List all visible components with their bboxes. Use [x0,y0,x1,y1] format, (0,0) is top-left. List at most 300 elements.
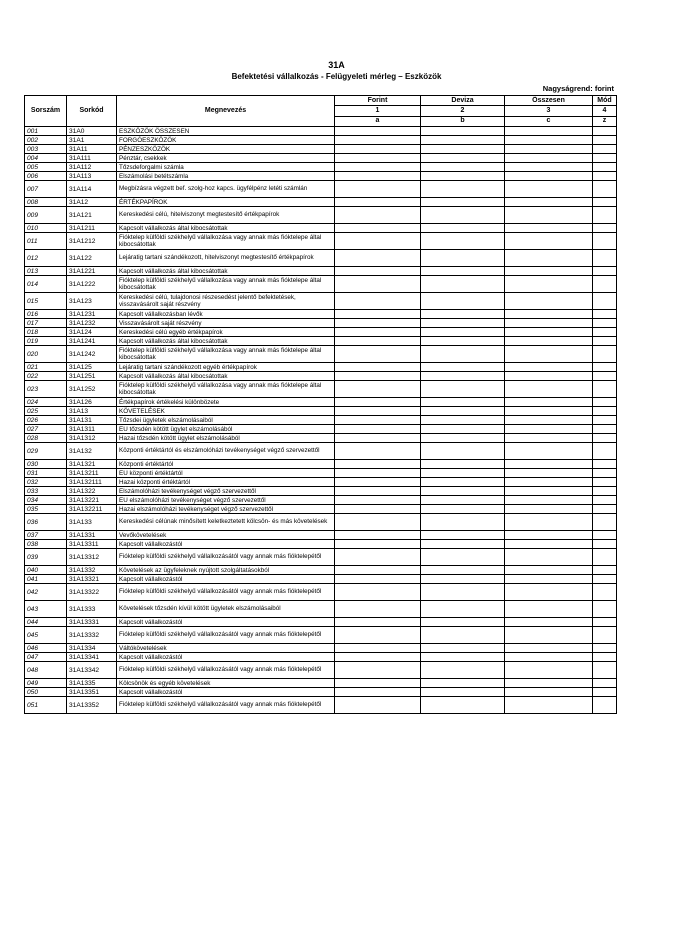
osszesen-cell[interactable] [505,181,593,198]
osszesen-cell[interactable] [505,416,593,425]
forint-cell[interactable] [335,181,421,198]
forint-cell[interactable] [335,566,421,575]
forint-cell[interactable] [335,319,421,328]
row-name [117,460,335,469]
row-name-text: Kereskedési célú, hitelviszonyt megtestesítő értékpapírok [119,211,280,219]
osszesen-cell[interactable] [505,443,593,460]
deviza-cell[interactable] [421,653,505,662]
row-name [117,644,335,653]
table-row [25,172,617,181]
mod-cell[interactable] [593,346,617,363]
osszesen-cell[interactable] [505,469,593,478]
forint-cell[interactable] [335,540,421,549]
forint-cell[interactable] [335,487,421,496]
mod-cell[interactable] [593,163,617,172]
osszesen-cell[interactable] [505,505,593,514]
row-number: 024 [25,398,67,407]
table-row [25,328,617,337]
osszesen-cell[interactable] [505,337,593,346]
osszesen-cell[interactable] [505,172,593,181]
row-number: 023 [25,381,67,398]
deviza-cell[interactable] [421,416,505,425]
osszesen-cell[interactable] [505,662,593,679]
row-name-text: Kereskedési célú, tulajdonosi részesedést jelentő befektetések, visszavásárolt saját részvény [119,293,296,308]
deviza-cell[interactable] [421,398,505,407]
row-name [117,145,335,154]
forint-cell[interactable] [335,346,421,363]
mod-cell[interactable] [593,198,617,207]
table-row [25,224,617,233]
row-name-text: Fióktelep külföldi székhelyű vállalkozása vagy annak más fióktelepe által kibocsátottak [119,276,322,291]
mod-cell[interactable] [593,496,617,505]
osszesen-cell[interactable] [505,407,593,416]
row-number: 048 [25,662,67,679]
row-name-text: Központi értéktártól [119,460,174,468]
forint-cell[interactable] [335,136,421,145]
table-row [25,697,617,714]
deviza-cell[interactable] [421,496,505,505]
mod-cell[interactable] [593,478,617,487]
forint-cell[interactable] [335,207,421,224]
forint-cell[interactable] [335,233,421,250]
deviza-cell[interactable] [421,372,505,381]
row-code: 31A1312 [67,434,117,443]
mod-cell[interactable] [593,136,617,145]
row-name [117,293,335,310]
mod-cell[interactable] [593,154,617,163]
mod-cell[interactable] [593,531,617,540]
row-code: 31A132111 [67,478,117,487]
forint-cell[interactable] [335,653,421,662]
mod-cell[interactable] [593,697,617,714]
row-code: 31A1333 [67,601,117,618]
row-number: 009 [25,207,67,224]
table-row [25,566,617,575]
mod-cell[interactable] [593,267,617,276]
row-name [117,653,335,662]
header-num-4: 4 [593,106,617,116]
osszesen-cell[interactable] [505,127,593,136]
deviza-cell[interactable] [421,136,505,145]
deviza-cell[interactable] [421,644,505,653]
row-name-text: Tőzsdei ügyletek elszámolásaiból [119,416,213,424]
row-name-text: Fióktelep külföldi székhelyű vállalkozása vagy annak más fióktelepe által kibocsátottak [119,381,322,396]
deviza-cell[interactable] [421,172,505,181]
row-number: 041 [25,575,67,584]
osszesen-cell[interactable] [505,434,593,443]
mod-cell[interactable] [593,425,617,434]
deviza-cell[interactable] [421,198,505,207]
deviza-cell[interactable] [421,363,505,372]
osszesen-cell[interactable] [505,575,593,584]
deviza-cell[interactable] [421,627,505,644]
forint-cell[interactable] [335,662,421,679]
osszesen-cell[interactable] [505,496,593,505]
forint-cell[interactable] [335,276,421,293]
forint-cell[interactable] [335,328,421,337]
forint-cell[interactable] [335,416,421,425]
row-name-text: PÉNZESZKÖZÖK [119,145,171,153]
osszesen-cell[interactable] [505,540,593,549]
table-row [25,198,617,207]
osszesen-cell[interactable] [505,644,593,653]
row-code: 31A13311 [67,540,117,549]
mod-cell[interactable] [593,460,617,469]
row-number: 012 [25,250,67,267]
row-code: 31A1212 [67,233,117,250]
deviza-cell[interactable] [421,566,505,575]
mod-cell[interactable] [593,319,617,328]
row-number: 020 [25,346,67,363]
mod-cell[interactable] [593,549,617,566]
mod-cell[interactable] [593,276,617,293]
forint-cell[interactable] [335,310,421,319]
forint-cell[interactable] [335,363,421,372]
osszesen-cell[interactable] [505,372,593,381]
row-number: 035 [25,505,67,514]
table-row [25,416,617,425]
mod-cell[interactable] [593,644,617,653]
osszesen-cell[interactable] [505,487,593,496]
forint-cell[interactable] [335,478,421,487]
osszesen-cell[interactable] [505,425,593,434]
mod-cell[interactable] [593,181,617,198]
mod-cell[interactable] [593,233,617,250]
osszesen-cell[interactable] [505,584,593,601]
deviza-cell[interactable] [421,443,505,460]
row-number: 007 [25,181,67,198]
row-code: 31A1221 [67,267,117,276]
table-row [25,618,617,627]
row-name-text: Hazai központi értéktártól [119,478,191,486]
deviza-cell[interactable] [421,679,505,688]
row-name-text: Kapcsolt vállalkozás által kibocsátottak [119,267,228,275]
row-number: 033 [25,487,67,496]
mod-cell[interactable] [593,381,617,398]
forint-cell[interactable] [335,267,421,276]
table-row [25,688,617,697]
forint-cell[interactable] [335,469,421,478]
forint-cell[interactable] [335,337,421,346]
forint-cell[interactable] [335,679,421,688]
forint-cell[interactable] [335,549,421,566]
forint-cell[interactable] [335,154,421,163]
osszesen-cell[interactable] [505,398,593,407]
forint-cell[interactable] [335,460,421,469]
mod-cell[interactable] [593,679,617,688]
forint-cell[interactable] [335,224,421,233]
row-name-text: ÉRTÉKPAPÍROK [119,198,168,206]
deviza-cell[interactable] [421,381,505,398]
deviza-cell[interactable] [421,505,505,514]
mod-cell[interactable] [593,127,617,136]
deviza-cell[interactable] [421,549,505,566]
table-row [25,679,617,688]
header-letter-b: b [421,116,505,126]
osszesen-cell[interactable] [505,310,593,319]
osszesen-cell[interactable] [505,688,593,697]
mod-cell[interactable] [593,145,617,154]
forint-cell[interactable] [335,601,421,618]
deviza-cell[interactable] [421,434,505,443]
osszesen-cell[interactable] [505,566,593,575]
osszesen-cell[interactable] [505,267,593,276]
forint-cell[interactable] [335,697,421,714]
mod-cell[interactable] [593,653,617,662]
row-code: 31A1334 [67,644,117,653]
row-name [117,163,335,172]
osszesen-cell[interactable] [505,514,593,531]
row-code: 31A133 [67,514,117,531]
forint-cell[interactable] [335,172,421,181]
osszesen-cell[interactable] [505,478,593,487]
header-letter-c: c [505,116,593,126]
forint-cell[interactable] [335,584,421,601]
row-code: 31A13341 [67,653,117,662]
row-code: 31A132 [67,443,117,460]
row-name-text: Kapcsolt vállalkozás által kibocsátottak [119,224,228,232]
deviza-cell[interactable] [421,250,505,267]
deviza-cell[interactable] [421,163,505,172]
mod-cell[interactable] [593,584,617,601]
header-num-2: 2 [421,106,505,116]
table-row [25,443,617,460]
row-name-text: Elszámolási betétszámla [119,172,189,180]
row-code: 31A13312 [67,549,117,566]
forint-cell[interactable] [335,618,421,627]
row-name [117,198,335,207]
osszesen-cell[interactable] [505,679,593,688]
forint-cell[interactable] [335,575,421,584]
mod-cell[interactable] [593,505,617,514]
forint-cell[interactable] [335,531,421,540]
deviza-cell[interactable] [421,346,505,363]
forint-cell[interactable] [335,434,421,443]
deviza-cell[interactable] [421,319,505,328]
forint-cell[interactable] [335,443,421,460]
forint-cell[interactable] [335,688,421,697]
row-name-text: EU tőzsdén kötött ügylet elszámolásából [119,425,233,433]
deviza-cell[interactable] [421,154,505,163]
osszesen-cell[interactable] [505,136,593,145]
row-name [117,531,335,540]
mod-cell[interactable] [593,627,617,644]
mod-cell[interactable] [593,662,617,679]
deviza-cell[interactable] [421,575,505,584]
row-name [117,434,335,443]
row-name [117,540,335,549]
mod-cell[interactable] [593,514,617,531]
mod-cell[interactable] [593,293,617,310]
mod-cell[interactable] [593,434,617,443]
deviza-cell[interactable] [421,540,505,549]
forint-cell[interactable] [335,381,421,398]
row-name [117,496,335,505]
table-row [25,425,617,434]
osszesen-cell[interactable] [505,145,593,154]
table-row [25,434,617,443]
osszesen-cell[interactable] [505,163,593,172]
row-code: 31A13221 [67,496,117,505]
osszesen-cell[interactable] [505,207,593,224]
row-name-text: Hazai tőzsdén kötött ügylet elszámolásából [119,434,240,442]
row-name-text: Tőzsdeforgalmi számla [119,163,184,171]
osszesen-cell[interactable] [505,328,593,337]
header-letter-a: a [335,116,421,126]
mod-cell[interactable] [593,469,617,478]
mod-cell[interactable] [593,337,617,346]
row-number: 046 [25,644,67,653]
row-name [117,136,335,145]
mod-cell[interactable] [593,224,617,233]
mod-cell[interactable] [593,310,617,319]
row-name [117,662,335,679]
forint-cell[interactable] [335,425,421,434]
row-number: 001 [25,127,67,136]
deviza-cell[interactable] [421,267,505,276]
deviza-cell[interactable] [421,276,505,293]
mod-cell[interactable] [593,487,617,496]
osszesen-cell[interactable] [505,601,593,618]
osszesen-cell[interactable] [505,224,593,233]
forint-cell[interactable] [335,293,421,310]
mod-cell[interactable] [593,540,617,549]
row-name-text: Hazai elszámolóházi tevékenységet végző szervezettől [119,505,274,513]
row-number: 049 [25,679,67,688]
row-number: 036 [25,514,67,531]
mod-cell[interactable] [593,601,617,618]
forint-cell[interactable] [335,198,421,207]
osszesen-cell[interactable] [505,198,593,207]
deviza-cell[interactable] [421,233,505,250]
forint-cell[interactable] [335,514,421,531]
forint-cell[interactable] [335,372,421,381]
deviza-cell[interactable] [421,328,505,337]
forint-cell[interactable] [335,505,421,514]
osszesen-cell[interactable] [505,381,593,398]
deviza-cell[interactable] [421,688,505,697]
deviza-cell[interactable] [421,662,505,679]
osszesen-cell[interactable] [505,250,593,267]
deviza-cell[interactable] [421,337,505,346]
deviza-cell[interactable] [421,407,505,416]
mod-cell[interactable] [593,443,617,460]
row-number: 028 [25,434,67,443]
header-mod: Mód [593,96,617,106]
header-num-3: 3 [505,106,593,116]
deviza-cell[interactable] [421,207,505,224]
osszesen-cell[interactable] [505,276,593,293]
deviza-cell[interactable] [421,601,505,618]
deviza-cell[interactable] [421,127,505,136]
deviza-cell[interactable] [421,425,505,434]
row-code: 31A1241 [67,337,117,346]
mod-cell[interactable] [593,407,617,416]
deviza-cell[interactable] [421,310,505,319]
row-number: 027 [25,425,67,434]
row-code: 31A1251 [67,372,117,381]
osszesen-cell[interactable] [505,319,593,328]
osszesen-cell[interactable] [505,618,593,627]
row-name-text: Követelések tőzsdén kívül kötött ügyletek elszámolásaiból [119,605,281,613]
row-name-text: Központi értéktártól és elszámolóházi tevékenységet végző szervezettől [119,447,320,455]
row-name [117,407,335,416]
forint-cell[interactable] [335,407,421,416]
row-code: 31A111 [67,154,117,163]
osszesen-cell[interactable] [505,697,593,714]
mod-cell[interactable] [593,207,617,224]
forint-cell[interactable] [335,250,421,267]
row-code: 31A1331 [67,531,117,540]
deviza-cell[interactable] [421,618,505,627]
row-name-text: FORGÓESZKÖZÖK [119,136,177,144]
deviza-cell[interactable] [421,584,505,601]
deviza-cell[interactable] [421,181,505,198]
row-name-text: Kapcsolt vállalkozástól [119,540,183,548]
deviza-cell[interactable] [421,145,505,154]
osszesen-cell[interactable] [505,653,593,662]
form-id: 31A [328,60,345,70]
deviza-cell[interactable] [421,697,505,714]
mod-cell[interactable] [593,618,617,627]
osszesen-cell[interactable] [505,363,593,372]
mod-cell[interactable] [593,363,617,372]
osszesen-cell[interactable] [505,549,593,566]
deviza-cell[interactable] [421,224,505,233]
forint-cell[interactable] [335,496,421,505]
deviza-cell[interactable] [421,478,505,487]
mod-cell[interactable] [593,372,617,381]
mod-cell[interactable] [593,566,617,575]
row-number: 003 [25,145,67,154]
forint-cell[interactable] [335,644,421,653]
deviza-cell[interactable] [421,469,505,478]
forint-cell[interactable] [335,398,421,407]
deviza-cell[interactable] [421,514,505,531]
deviza-cell[interactable] [421,460,505,469]
osszesen-cell[interactable] [505,460,593,469]
osszesen-cell[interactable] [505,627,593,644]
deviza-cell[interactable] [421,293,505,310]
deviza-cell[interactable] [421,531,505,540]
forint-cell[interactable] [335,145,421,154]
osszesen-cell[interactable] [505,293,593,310]
osszesen-cell[interactable] [505,233,593,250]
mod-cell[interactable] [593,416,617,425]
mod-cell[interactable] [593,328,617,337]
row-name [117,443,335,460]
header-deviza: Deviza [421,96,505,106]
osszesen-cell[interactable] [505,346,593,363]
row-number: 004 [25,154,67,163]
unit-label: Nagyságrend: forint [542,84,614,93]
forint-cell[interactable] [335,163,421,172]
mod-cell[interactable] [593,398,617,407]
forint-cell[interactable] [335,627,421,644]
table-row [25,346,617,363]
forint-cell[interactable] [335,127,421,136]
mod-cell[interactable] [593,250,617,267]
osszesen-cell[interactable] [505,154,593,163]
mod-cell[interactable] [593,575,617,584]
mod-cell[interactable] [593,172,617,181]
row-name-text: Fióktelep külföldi székhelyű vállalkozásától vagy annak más fióktelepétől [119,553,322,561]
row-number: 051 [25,697,67,714]
osszesen-cell[interactable] [505,531,593,540]
deviza-cell[interactable] [421,487,505,496]
mod-cell[interactable] [593,688,617,697]
row-code: 31A13322 [67,584,117,601]
